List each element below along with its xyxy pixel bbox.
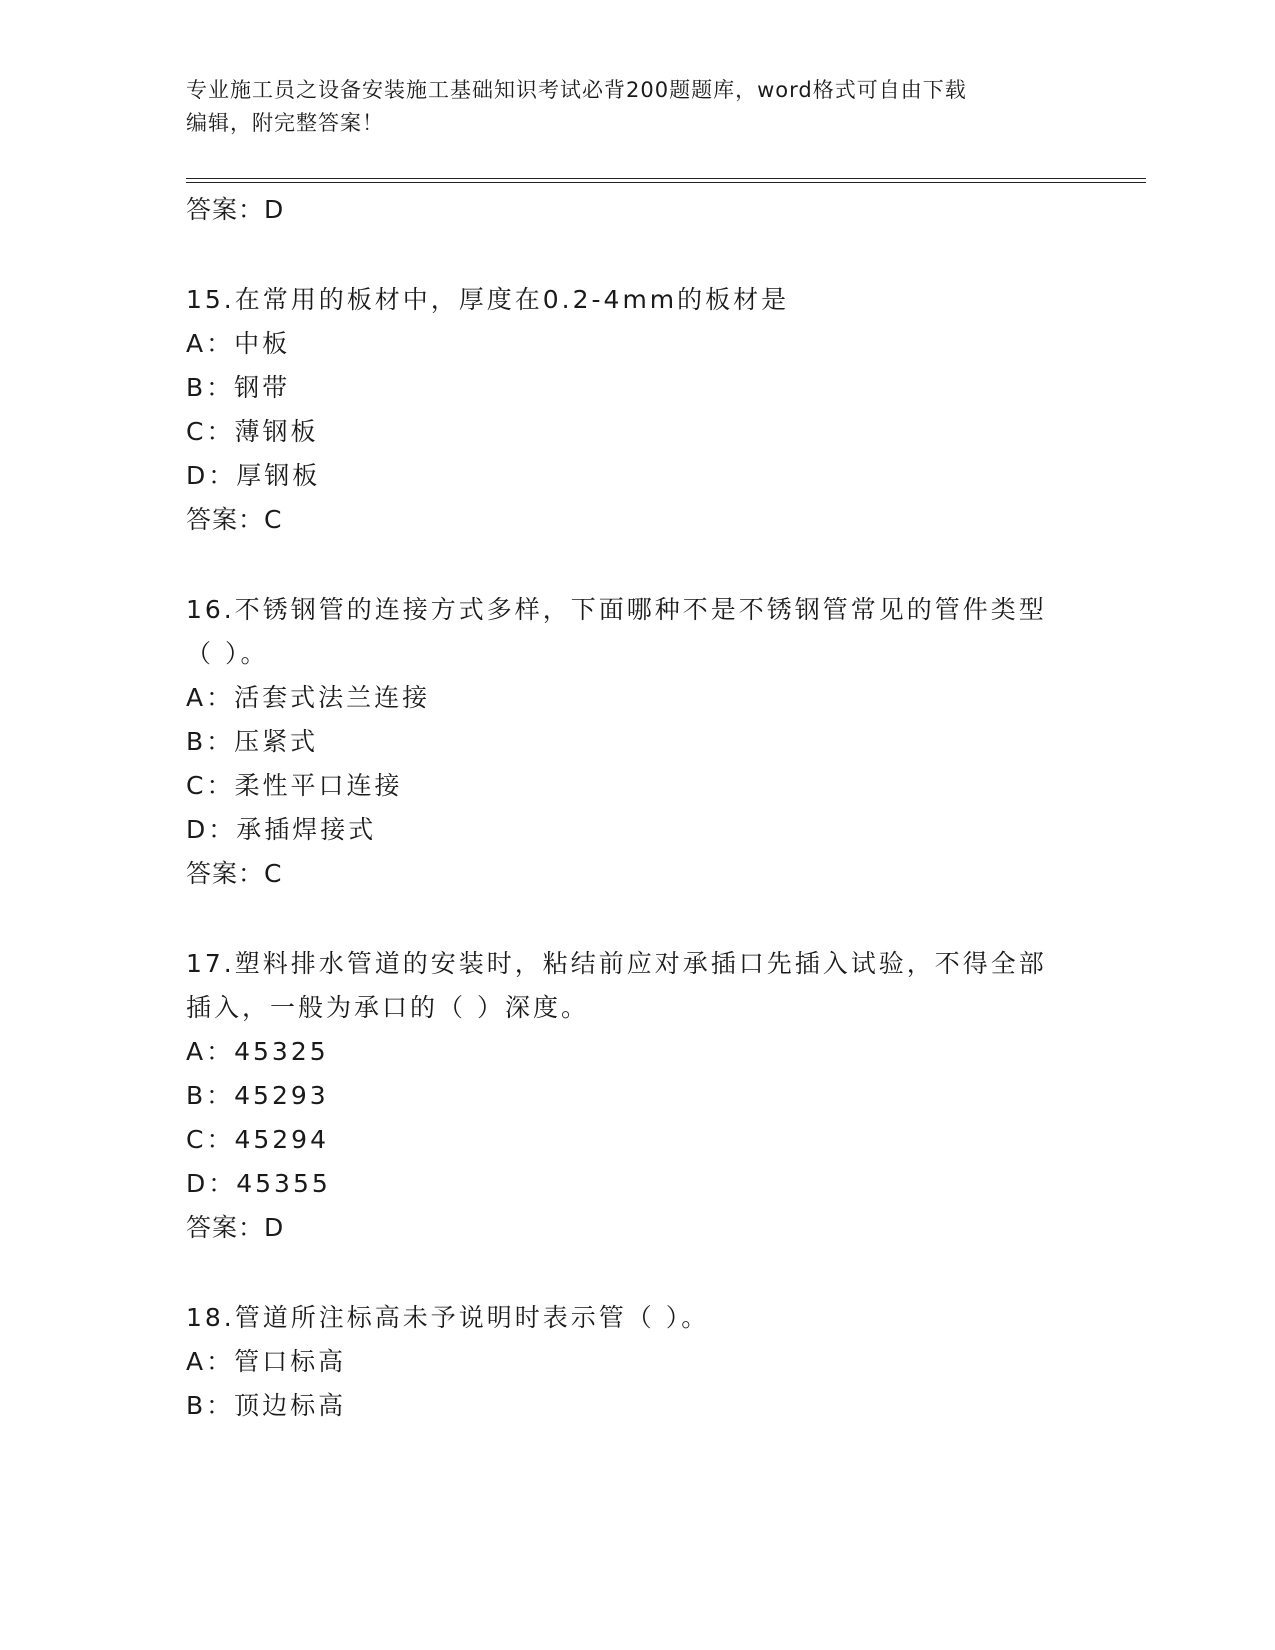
question-16-answer: 答案：C [186, 859, 283, 888]
header-divider-top [186, 178, 1146, 179]
question-16-stem-line-2: （ ）。 [186, 639, 269, 668]
question-15-option-c: C：薄钢板 [186, 417, 319, 446]
header-title-line-2: 编辑，附完整答案！ [186, 111, 384, 135]
question-15-option-d: D：厚钢板 [186, 461, 321, 490]
question-18-option-b: B：顶边标高 [186, 1391, 347, 1420]
question-15-stem: 15.在常用的板材中，厚度在0.2-4mm的板材是 [186, 285, 790, 314]
question-17-option-d: D：45355 [186, 1169, 331, 1198]
question-16-option-c: C：柔性平口连接 [186, 771, 403, 800]
document-header [186, 74, 1086, 140]
previous-answer: 答案：D [186, 195, 285, 224]
header-title-line-1: 专业施工员之设备安装施工基础知识考试必背200题题库，word格式可自由下载 [186, 78, 967, 102]
question-17-answer: 答案：D [186, 1213, 285, 1242]
question-17-option-b: B：45293 [186, 1081, 329, 1110]
question-16-option-a: A：活套式法兰连接 [186, 683, 431, 712]
header-divider-bottom [186, 182, 1146, 183]
question-16-stem-line-1: 16.不锈钢管的连接方式多样，下面哪种不是不锈钢管常见的管件类型 [186, 595, 1047, 624]
question-18-stem: 18.管道所注标高未予说明时表示管（ ）。 [186, 1303, 710, 1332]
question-15-option-b: B：钢带 [186, 373, 291, 402]
question-18-option-a: A：管口标高 [186, 1347, 347, 1376]
question-17-stem-line-1: 17.塑料排水管道的安装时，粘结前应对承插口先插入试验，不得全部 [186, 949, 1047, 978]
question-17-option-c: C：45294 [186, 1125, 329, 1154]
question-17-stem-line-2: 插入，一般为承口的（ ）深度。 [186, 993, 589, 1022]
question-16-option-d: D：承插焊接式 [186, 815, 377, 844]
question-17-option-a: A：45325 [186, 1037, 329, 1066]
question-16-option-b: B：压紧式 [186, 727, 319, 756]
question-15-answer: 答案：C [186, 505, 283, 534]
question-15-option-a: A：中板 [186, 329, 291, 358]
